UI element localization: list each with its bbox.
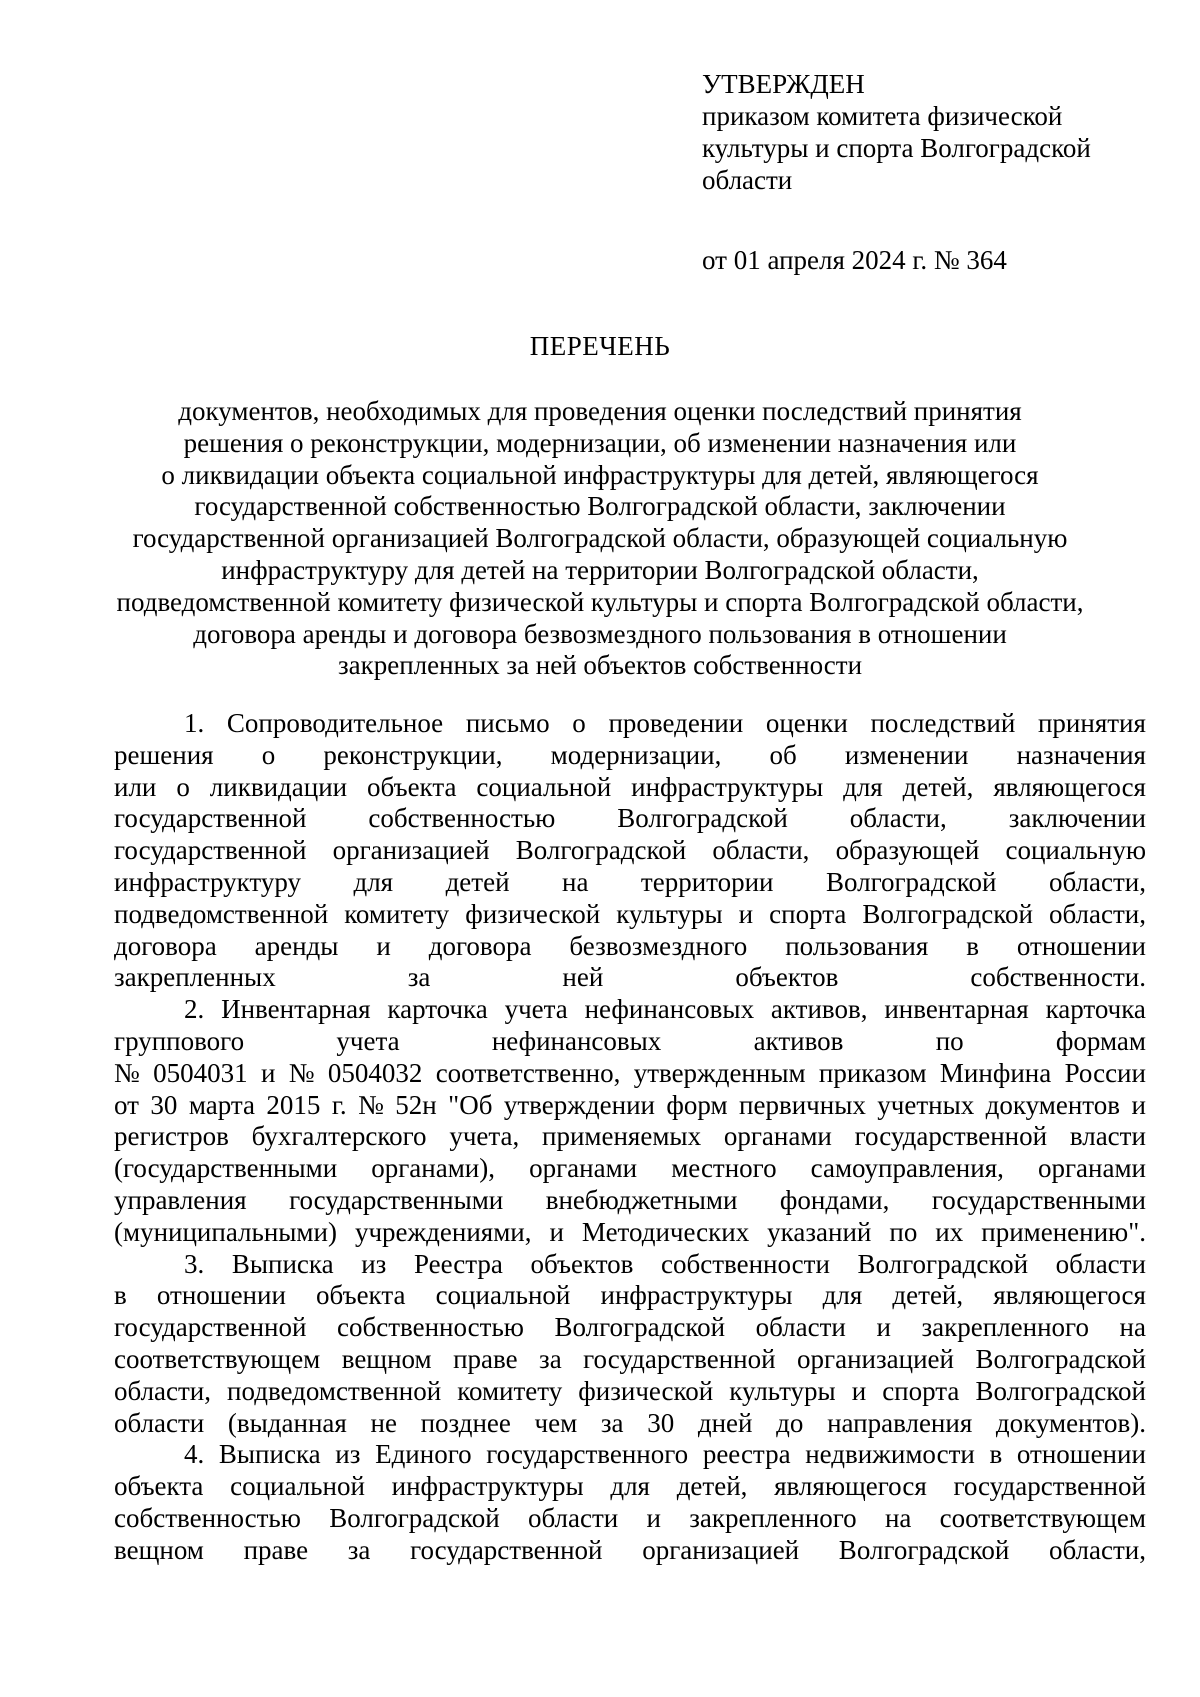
paragraph-line: объекта социальной инфраструктуры для детей, являющегося государственной: [114, 1471, 1146, 1502]
subtitle-line: государственной собственностью Волгоградской области, заключении: [194, 491, 1006, 522]
paragraph-line: собственностью Волгоградской области и закрепленного на соответствующем: [114, 1502, 1146, 1533]
paragraph-line: (государственными органами), органами местного самоуправления, органами: [114, 1153, 1146, 1184]
subtitle-line: решения о реконструкции, модернизации, об изменении назначения или: [183, 427, 1017, 458]
list-item: [114, 708, 1146, 994]
paragraph-line: управления государственными внебюджетными фондами, государственными: [114, 1184, 1146, 1215]
paragraph-line: закрепленных за ней объектов собственности.: [114, 962, 1146, 993]
subtitle-line: подведомственной комитету физической культуры и спорта Волгоградской области,: [116, 586, 1084, 617]
paragraph-line: области (выданная не позднее чем за 30 дней до направления документов).: [114, 1407, 1146, 1438]
paragraph-line: соответствующем вещном праве за государственной организацией Волгоградской: [114, 1343, 1146, 1374]
paragraph-line: в отношении объекта социальной инфраструктуры для детей, являющегося: [114, 1280, 1146, 1311]
paragraph-line: № 0504031 и № 0504032 соответственно, утвержденным приказом Минфина России: [114, 1057, 1146, 1088]
paragraph-line: группового учета нефинансовых активов по формам: [114, 1025, 1146, 1056]
approval-line: приказом комитета физической: [702, 101, 1063, 131]
paragraph-line: (муниципальными) учреждениями, и Методических указаний по их применению".: [114, 1216, 1146, 1247]
paragraph-line: вещном праве за государственной организацией Волгоградской области,: [114, 1534, 1146, 1565]
paragraph-line: от 30 марта 2015 г. № 52н "Об утверждении форм первичных учетных документов и: [114, 1089, 1146, 1120]
document-subtitle: [100, 396, 1100, 682]
paragraph-line: государственной собственностью Волгоградской области и закрепленного на: [114, 1312, 1146, 1343]
subtitle-line: документов, необходимых для проведения оценки последствий принятия: [178, 396, 1022, 426]
subtitle-line: договора аренды и договора безвозмездного пользования в отношении: [193, 618, 1007, 649]
list-item: [114, 994, 1146, 1248]
approval-heading: УТВЕРЖДЕН: [702, 69, 865, 99]
approval-date: от 01 апреля 2024 г. № 364: [702, 245, 1007, 275]
subtitle-line: инфраструктуру для детей на территории Волгоградской области,: [221, 554, 979, 585]
subtitle-line: закрепленных за ней объектов собственности: [337, 650, 863, 681]
paragraph-line: государственной собственностью Волгоградской области, заключении: [114, 803, 1146, 834]
approval-line: области: [702, 165, 793, 195]
subtitle-line: государственной организацией Волгоградской области, образующей социальную: [132, 523, 1068, 554]
paragraph-line: 2. Инвентарная карточка учета нефинансовых активов, инвентарная карточка: [184, 994, 1146, 1025]
paragraph-line: договора аренды и договора безвозмездного пользования в отношении: [114, 930, 1146, 961]
paragraph-line: решения о реконструкции, модернизации, об изменении назначения: [114, 739, 1146, 770]
approval-stamp: [702, 68, 1142, 276]
subtitle-line: о ликвидации объекта социальной инфраструктуры для детей, являющегося: [161, 459, 1039, 490]
paragraph-line: регистров бухгалтерского учета, применяемых органами государственной власти: [114, 1121, 1146, 1152]
paragraph-line: области, подведомственной комитету физической культуры и спорта Волгоградской: [114, 1375, 1146, 1406]
paragraph-line: 3. Выписка из Реестра объектов собственности Волгоградской области: [184, 1248, 1146, 1279]
paragraph-line: 4. Выписка из Единого государственного реестра недвижимости в отношении: [184, 1439, 1146, 1470]
approval-line: культуры и спорта Волгоградской: [702, 133, 1091, 163]
document-body: [114, 708, 1146, 1567]
list-item: [114, 1249, 1146, 1440]
paragraph-line: подведомственной комитету физической культуры и спорта Волгоградской области,: [114, 898, 1146, 929]
document-title: ПЕРЕЧЕНЬ: [529, 331, 671, 361]
paragraph-line: государственной организацией Волгоградской области, образующей социальную: [114, 835, 1146, 866]
paragraph-line: или о ликвидации объекта социальной инфраструктуры для детей, являющегося: [114, 771, 1146, 802]
list-item: [114, 1439, 1146, 1566]
paragraph-line: 1. Сопроводительное письмо о проведении оценки последствий принятия: [184, 708, 1146, 738]
paragraph-line: инфраструктуру для детей на территории Волгоградской области,: [114, 866, 1146, 897]
